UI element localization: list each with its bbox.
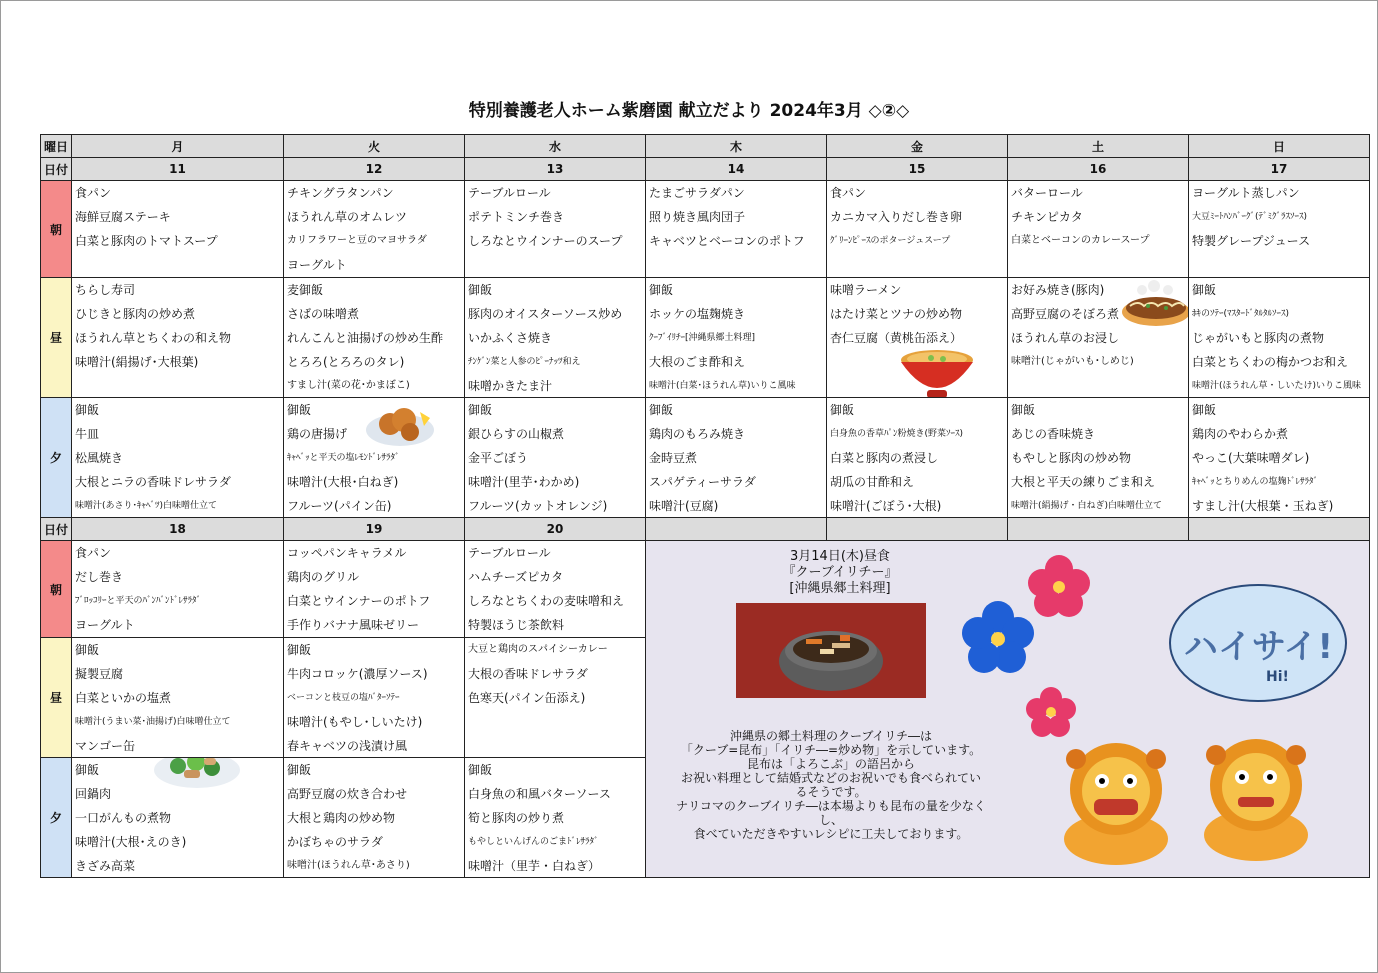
menu-cell <box>284 758 465 878</box>
menu-item: ひじきと豚肉の炒め煮 <box>75 307 196 321</box>
menu-item: ハムチーズピカタ <box>468 570 564 584</box>
menu-item: あじの香味焼き <box>1011 427 1096 441</box>
menu-item: 金時豆煮 <box>649 451 698 465</box>
hibiscus-blue-icon <box>958 597 1038 677</box>
menu-cell <box>1008 181 1189 278</box>
menu-item: 御飯 <box>1192 403 1217 417</box>
menu-item: 白身魚の和風バターソース <box>468 787 611 801</box>
menu-item: たまごサラダパン <box>649 186 745 200</box>
menu-item: 大根と鶏肉の炒め物 <box>287 811 396 825</box>
menu-item: 鶏の唐揚げ <box>287 427 348 441</box>
hi-text: Hi! <box>1266 669 1289 685</box>
weekday-cell: 土 <box>1008 135 1189 158</box>
menu-item: 味噌汁(豆腐) <box>649 499 719 513</box>
menu-cell <box>827 398 1008 518</box>
menu-item: 御飯 <box>468 763 493 777</box>
menu-item: ﾁﾝｹﾞﾝ菜と人参のﾋﾟｰﾅｯﾂ和え <box>468 357 581 367</box>
menu-item: 御飯 <box>287 763 312 777</box>
menu-item: 御飯 <box>75 643 100 657</box>
menu-item: 味噌かきたま汁 <box>468 379 553 393</box>
menu-cell <box>1008 278 1189 398</box>
menu-item: はたけ菜とツナの炒め物 <box>830 307 963 321</box>
menu-item: ほうれん草のオムレツ <box>287 210 408 224</box>
asa-label: 朝 <box>41 541 72 638</box>
weekday-cell: 木 <box>646 135 827 158</box>
menu-item: 御飯 <box>649 283 674 297</box>
menu-item: 豚肉のオイスターソース炒め <box>468 307 623 321</box>
menu-item: 松風焼き <box>75 451 124 465</box>
menu-item: 大根と平天の練りごま和え <box>1011 475 1156 489</box>
menu-item: お好み焼き(豚肉) <box>1011 283 1105 297</box>
menu-cell <box>1008 398 1189 518</box>
menu-item: チキンピカタ <box>1011 210 1083 224</box>
menu-item: 高野豆腐の炊き合わせ <box>287 787 408 801</box>
menu-item: 味噌汁(あさり･ｷｬﾍﾞﾂ)白味噌仕立て <box>75 501 218 511</box>
menu-item: 大豆と鶏肉のスパイシーカレー <box>468 644 608 655</box>
menu-item: 味噌ラーメン <box>830 283 902 297</box>
menu-item: 白菜と豚肉のトマトスープ <box>75 234 218 248</box>
menu-cell <box>646 398 827 518</box>
menu-item: しろなとウインナーのスープ <box>468 234 623 248</box>
menu-item: 杏仁豆腐（黄桃缶添え） <box>830 331 963 345</box>
menu-cell <box>72 278 284 398</box>
feature-heading-line: 『クーブイリチー』 <box>782 565 898 580</box>
weekday-cell: 日 <box>1189 135 1370 158</box>
feature-description <box>646 729 1016 841</box>
feature-description-line: るそうです。 <box>795 785 867 799</box>
page-title: 特別養護老人ホーム紫磨園 献立だより 2024年3月 ◇②◇ <box>468 101 910 121</box>
feature-description-line: 昆布は「よろこぶ」の語呂から <box>746 757 915 771</box>
weekday-cell: 月 <box>72 135 284 158</box>
date1-cell: 17 <box>1189 158 1370 181</box>
menu-cell <box>465 758 646 878</box>
menu-item: マンゴー缶 <box>75 739 136 753</box>
menu-item: 高野豆腐のそぼろ煮 <box>1011 307 1120 321</box>
menu-item: 牛皿 <box>75 427 100 441</box>
menu-item: すまし汁(菜の花･かまぼこ) <box>287 380 410 391</box>
menu-cell <box>284 181 465 278</box>
shisa-lion-left-icon <box>1046 729 1186 869</box>
menu-item: 白菜といかの塩煮 <box>75 691 172 705</box>
menu-item: かぼちゃのサラダ <box>287 835 383 849</box>
menu-cell <box>284 541 465 638</box>
menu-item: とろろ(とろろのタレ) <box>287 355 405 369</box>
menu-item: れんこんと油揚げの炒め生酢 <box>287 331 444 345</box>
menu-item: 手作りバナナ風味ゼリー <box>287 618 420 632</box>
menu-cell <box>1189 278 1370 398</box>
menu-item: コッペパンキャラメル <box>287 546 407 560</box>
menu-cell <box>284 278 465 398</box>
menu-item: チキングラタンパン <box>287 186 394 200</box>
menu-cell <box>284 638 465 758</box>
menu-cell <box>284 398 465 518</box>
menu-item: 金平ごぼう <box>468 451 529 465</box>
menu-item: ヨーグルト蒸しパン <box>1192 186 1300 200</box>
menu-item: ｷｬﾍﾞｯとちりめんの塩麹ﾄﾞﾚｻﾗﾀﾞ <box>1192 477 1319 487</box>
menu-item: ヨーグルト <box>287 258 347 272</box>
menu-item: 味噌汁(ほうれん草･あさり) <box>287 860 410 871</box>
menu-item: 白身魚の香草ﾊﾟﾝ粉焼き(野菜ｿｰｽ) <box>830 429 964 439</box>
menu-item: ｷｬﾍﾞｯと平天の塩ﾚﾓﾝﾄﾞﾚｻﾗﾀﾞ <box>287 453 400 463</box>
menu-item: フルーツ(パイン缶) <box>287 499 392 513</box>
menu-item: 味噌汁(もやし･しいたけ) <box>287 715 423 729</box>
shisa-lion-right-icon <box>1186 725 1326 865</box>
feature-description-line: ナリコマのクーブイリチ―は本場よりも昆布の量を少なく <box>676 799 986 813</box>
menu-cell <box>465 638 646 758</box>
menu-item: ベーコンと枝豆の塩ﾊﾞﾀｰｿﾃｰ <box>287 693 400 703</box>
asa-label: 朝 <box>41 181 72 278</box>
menu-item: 味噌汁（里芋・白ねぎ） <box>468 859 601 873</box>
menu-item: ポテトミンチ巻き <box>468 210 565 224</box>
menu-item: すまし汁(大根葉・玉ねぎ) <box>1192 499 1334 513</box>
menu-cell <box>465 278 646 398</box>
menu-item: 味噌汁(大根･えのき) <box>75 835 187 849</box>
menu-item: カニカマ入りだし巻き卵 <box>830 210 963 224</box>
menu-cell <box>465 181 646 278</box>
menu-item: ヨーグルト <box>75 618 135 632</box>
menu-cell <box>72 398 284 518</box>
menu-item: 大豆ﾐｰﾄﾊﾝﾊﾞｰｸﾞ(ﾃﾞﾐｸﾞﾗｽｿｰｽ) <box>1192 212 1308 222</box>
menu-item: 白菜とちくわの梅かつお和え <box>1192 355 1349 369</box>
menu-item: 白菜と豚肉の煮浸し <box>830 451 939 465</box>
menu-item: 春キャベツの浅漬け風 <box>287 739 408 753</box>
menu-item: 大根とニラの香味ドレサラダ <box>75 475 231 489</box>
menu-item: ほうれん草のお浸し <box>1011 331 1120 345</box>
haisai-text: ハイサイ! <box>1183 627 1334 667</box>
menu-item: バターロール <box>1011 186 1083 200</box>
menu-item: 食パン <box>830 186 867 200</box>
date2-cell <box>1008 518 1189 541</box>
menu-item: 御飯 <box>1011 403 1036 417</box>
menu-item: 御飯 <box>649 403 674 417</box>
menu-item: 色寒天(パイン缶添え) <box>468 691 586 705</box>
date2-cell <box>1189 518 1370 541</box>
menu-item: 御飯 <box>830 403 855 417</box>
hiru-label: 昼 <box>41 638 72 758</box>
date2-cell: 20 <box>465 518 646 541</box>
menu-item: もやしと豚肉の炒め物 <box>1011 451 1132 465</box>
menu-item: テーブルロール <box>468 546 551 560</box>
yu-label: 夕 <box>41 398 72 518</box>
menu-item: きざみ高菜 <box>75 859 136 873</box>
menu-item: もやしといんげんのごまﾄﾞﾚｻﾗﾀﾞ <box>468 837 599 847</box>
hiru-label: 昼 <box>41 278 72 398</box>
menu-item: 御飯 <box>287 643 312 657</box>
menu-cell <box>1189 181 1370 278</box>
date2-label: 日付 <box>41 518 72 541</box>
menu-item: ﾌﾞﾛｯｺﾘｰと平天のﾊﾞﾝﾊﾞﾝﾄﾞﾚｻﾗﾀﾞ <box>75 596 202 606</box>
menu-item: だし巻き <box>75 570 124 584</box>
menu-cell <box>72 541 284 638</box>
menu-cell <box>465 398 646 518</box>
feature-heading-line: 3月14日(木)昼食 <box>790 549 890 564</box>
menu-item: 海鮮豆腐ステーキ <box>75 210 171 224</box>
huiguorou-plate-icon <box>152 758 242 791</box>
menu-item: ﾎｷのｿﾃｰ(ﾏｽﾀｰﾄﾞﾀﾙﾀﾙｿｰｽ) <box>1192 309 1290 319</box>
menu-cell <box>72 181 284 278</box>
menu-item: 銀ひらすの山椒煮 <box>468 427 565 441</box>
kuubu-irichi-photo <box>736 603 926 698</box>
menu-item: 味噌汁(絹揚げ・白ねぎ)白味噌仕立て <box>1011 501 1163 511</box>
weekday-label: 曜日 <box>41 135 72 158</box>
menu-item: 御飯 <box>75 403 100 417</box>
date1-cell: 16 <box>1008 158 1189 181</box>
date2-cell <box>646 518 827 541</box>
menu-cell <box>827 278 1008 398</box>
menu-item: ちらし寿司 <box>75 283 136 297</box>
feature-heading-line: [沖縄県郷土料理] <box>789 581 891 596</box>
date1-label: 日付 <box>41 158 72 181</box>
feature-description-line: 沖縄県の郷土料理のクーブイリチ―は <box>729 729 933 743</box>
yu-label: 夕 <box>41 758 72 878</box>
menu-item: 胡瓜の甘酢和え <box>830 475 915 489</box>
feature-description-line: 「クーブ=昆布」「イリチ―=炒め物」を示しています。 <box>680 743 982 757</box>
date1-cell: 13 <box>465 158 646 181</box>
menu-item: フルーツ(カットオレンジ) <box>468 499 608 513</box>
menu-item: 白菜とウインナーのポトフ <box>287 594 431 608</box>
menu-item: キャベツとベーコンのポトフ <box>649 234 805 248</box>
menu-item: 味噌汁(うまい菜･油揚げ)白味噌仕立て <box>75 717 231 727</box>
menu-item: 味噌汁(じゃがいも･しめじ) <box>1011 356 1134 367</box>
menu-item: ｸﾞﾘｰﾝﾋﾟｰｽのポタージュスープ <box>830 236 951 246</box>
menu-item: 味噌汁(白菜･ほうれん草)いりこ風味 <box>649 381 796 391</box>
date1-cell: 15 <box>827 158 1008 181</box>
menu-item: 牛肉コロッケ(濃厚ソース) <box>287 667 428 681</box>
menu-item: 御飯 <box>75 763 100 777</box>
menu-item: じゃがいもと豚肉の煮物 <box>1192 331 1325 345</box>
date2-cell <box>827 518 1008 541</box>
menu-item: 鶏肉のグリル <box>287 570 360 584</box>
menu-cell <box>646 181 827 278</box>
menu-item: カリフラワーと豆のマヨサラダ <box>287 235 427 246</box>
menu-item: 特製ほうじ茶飲料 <box>468 618 565 632</box>
menu-item: 大根のごま酢和え <box>649 355 746 369</box>
menu-item: 鶏肉のもろみ焼き <box>649 427 746 441</box>
menu-item: 御飯 <box>287 403 312 417</box>
menu-item: しろなとちくわの麦味噌和え <box>468 594 625 608</box>
date1-cell: 11 <box>72 158 284 181</box>
menu-item: 御飯 <box>468 403 493 417</box>
ramen-bowl-icon <box>897 346 977 398</box>
feature-description-line: し、 <box>818 813 843 827</box>
menu-item: 麦御飯 <box>287 283 324 297</box>
menu-cell <box>72 758 284 878</box>
menu-item: 擬製豆腐 <box>75 667 124 681</box>
menu-item: 味噌汁(絹揚げ･大根葉) <box>75 355 199 369</box>
menu-item: 一口がんもの煮物 <box>75 811 172 825</box>
menu-item: 大根の香味ドレサラダ <box>468 667 588 681</box>
feature-heading <box>744 549 936 597</box>
menu-item: テーブルロール <box>468 186 551 200</box>
weekday-cell: 火 <box>284 135 465 158</box>
date1-cell: 12 <box>284 158 465 181</box>
menu-item: 御飯 <box>1192 283 1217 297</box>
karaage-plate-icon <box>364 400 436 450</box>
feature-description-line: お祝い料理として結婚式などのお祝いでも食べられてい <box>680 771 981 785</box>
feature-description-line: 食べていただきやすいレシピに工夫しております。 <box>693 827 969 841</box>
okonomiyaki-icon <box>1118 280 1189 330</box>
menu-item: 味噌汁(ごぼう･大根) <box>830 499 942 513</box>
menu-item: やっこ(大葉味噌ダレ) <box>1192 451 1310 465</box>
menu-item: 特製グレープジュース <box>1192 234 1311 248</box>
haisai-speech-bubble <box>1166 581 1351 711</box>
menu-cell <box>1189 398 1370 518</box>
menu-item: 御飯 <box>468 283 493 297</box>
menu-item: 白菜とベーコンのカレースープ <box>1011 235 1150 246</box>
menu-item: 照り焼き風肉団子 <box>649 210 746 224</box>
menu-cell <box>465 541 646 638</box>
date1-cell: 14 <box>646 158 827 181</box>
menu-item: 味噌汁(ほうれん草・しいたけ)いりこ風味 <box>1192 381 1362 391</box>
menu-item: ほうれん草とちくわの和え物 <box>75 331 232 345</box>
date2-cell: 19 <box>284 518 465 541</box>
menu-item: 回鍋肉 <box>75 787 112 801</box>
menu-cell <box>646 278 827 398</box>
menu-item: 味噌汁(里芋･わかめ) <box>468 475 580 489</box>
menu-item: ｸｰﾌﾞｲﾘﾁｰ[沖縄県郷土料理] <box>649 333 756 343</box>
menu-item: いかふくさ焼き <box>468 331 553 345</box>
weekday-cell: 金 <box>827 135 1008 158</box>
menu-item: ホッケの塩麹焼き <box>649 307 746 321</box>
weekday-cell: 水 <box>465 135 646 158</box>
menu-item: さばの味噌煮 <box>287 307 360 321</box>
menu-item: 食パン <box>75 186 112 200</box>
menu-item: スパゲティーサラダ <box>649 475 756 489</box>
date2-cell: 18 <box>72 518 284 541</box>
menu-item: 食パン <box>75 546 112 560</box>
menu-table <box>40 134 1370 878</box>
menu-item: 筍と豚肉の炒り煮 <box>468 811 565 825</box>
menu-cell <box>72 638 284 758</box>
okinawa-feature-panel <box>646 541 1370 878</box>
menu-cell <box>827 181 1008 278</box>
menu-item: 味噌汁(大根･白ねぎ) <box>287 475 399 489</box>
menu-item: 鶏肉のやわらか煮 <box>1192 427 1289 441</box>
